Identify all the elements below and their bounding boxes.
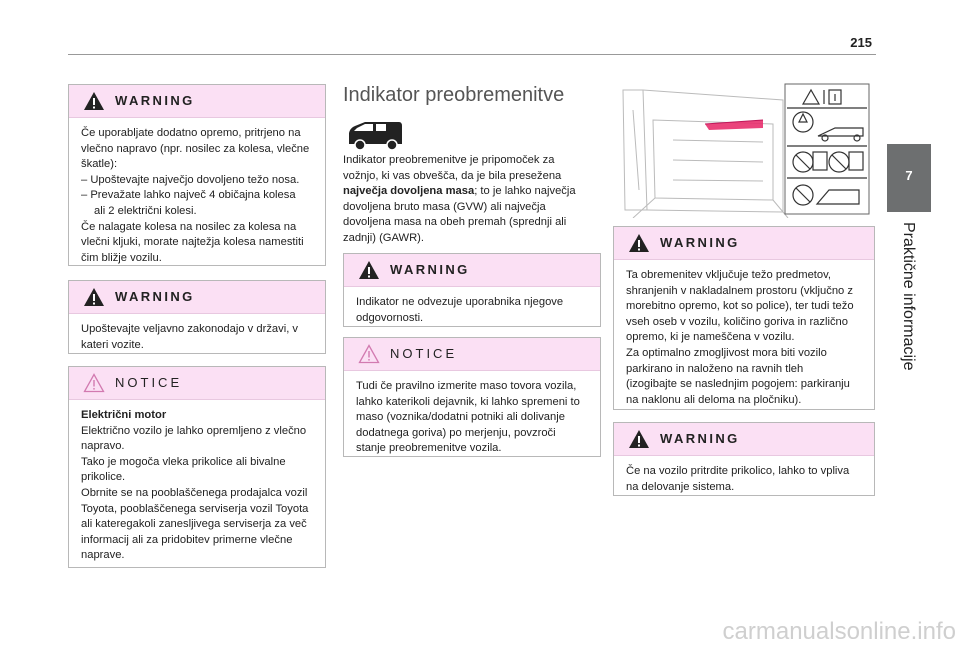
notice-icon — [358, 344, 380, 364]
text-line: ali kateregakoli zanesljivega serviserja za več — [81, 518, 307, 531]
text-line: – Prevažate lahko največ 4 običajna kolesa — [81, 189, 296, 202]
warning-box — [613, 226, 875, 410]
chapter-tab[interactable] — [887, 144, 931, 212]
text-line: Toyota, pooblaščenega serviserja vozil Toyota — [81, 502, 309, 515]
cargo-area-drawing — [623, 90, 788, 218]
text-line: vožnjo, ki vas obvešča, da je bila presežena — [343, 169, 562, 182]
warning-icon — [358, 260, 380, 280]
van-icon — [345, 120, 405, 154]
text-line: napravo. — [81, 440, 125, 453]
text-line: ali 2 električni kolesi. — [94, 204, 197, 217]
notice-box — [343, 337, 601, 457]
watermark: carmanualsonline.info — [722, 618, 956, 645]
top-rule — [68, 54, 876, 55]
text-line: Električno vozilo je lahko opremljeno z vlečno — [81, 424, 307, 437]
text-span: ; to je lahko največja — [474, 185, 576, 198]
warning-icon — [628, 233, 650, 253]
warning-label: WARNING — [660, 235, 740, 250]
panel-frame — [785, 84, 869, 214]
text-line: informacij ali za pridobitev primerne vlečne — [81, 533, 293, 546]
text-line: Obrnite se na pooblaščenega prodajalca vozil — [81, 486, 308, 499]
text-line: zadnji) (GAWR). — [343, 231, 425, 244]
text-line: Za optimalno zmogljivost mora biti vozilo — [626, 346, 827, 359]
cargo-lighting — [705, 120, 763, 130]
page-number: 215 — [850, 35, 872, 50]
text-line: Tudi če pravilno izmerite maso tovora vozila, — [356, 380, 577, 392]
text-line: (izogibajte se naslednjim pogojem: parkiranju — [626, 378, 850, 391]
text-line: – Upoštevajte največjo dovoljeno težo nosa. — [81, 173, 300, 186]
notice-box — [68, 366, 326, 568]
warning-box — [613, 422, 875, 496]
text-line: Če uporabljate dodatno opremo, pritrjeno na — [81, 127, 301, 139]
text-line: Indikator ne odvezuje uporabnika njegove — [356, 296, 564, 308]
text-line: vseh oseb v vozilu, količino goriva in različno — [626, 315, 848, 328]
warning-box — [68, 84, 326, 266]
text-line: stanje preobremenitve vozila. — [356, 442, 502, 455]
warning-header — [69, 85, 325, 118]
text-line: Če nalagate kolesa na nosilec za kolesa na — [81, 220, 297, 233]
notice-header — [344, 338, 600, 371]
text-line: na delovanje sistema. — [626, 480, 735, 493]
warning-label: WARNING — [390, 262, 470, 277]
text-line: shranjenih v nakladalnem prostoru (vključno z — [626, 284, 853, 297]
text-line: dovoljena bruto masa (GVW) ali največja — [343, 200, 546, 213]
text-line: parkirano in naloženo na ravnih tleh — [626, 362, 804, 375]
section-title: Indikator preobremenitve — [343, 84, 565, 106]
text-line: na naklonu ali deloma na pločniku). — [626, 393, 802, 406]
warning-label: WARNING — [115, 289, 195, 304]
text-line: kateri vozite. — [81, 338, 144, 351]
warning-header — [69, 281, 325, 314]
text-line: Če na vozilo pritrdite prikolico, lahko to vpliva — [626, 465, 850, 477]
text-line: prikolice. — [81, 471, 126, 484]
text-line: morebitno opremo, kot so police), ter tudi težo — [626, 300, 854, 313]
text-line: vlečni kljuki, morate najtežja kolesa namestiti — [81, 236, 304, 249]
text-line: lahko katerikoli dejavnik, ki lahko spremeni to — [356, 395, 580, 408]
warning-header — [344, 254, 600, 287]
text-line: Indikator preobremenitve je pripomoček za — [343, 154, 555, 166]
notice-label: NOTICE — [115, 375, 183, 390]
notice-label: NOTICE — [390, 346, 458, 361]
text-line: čim bližje vozilu. — [81, 251, 162, 264]
chapter-title: Praktične informacije — [900, 222, 917, 371]
notice-header — [69, 367, 325, 400]
text-line: Ta obremenitev vključuje težo predmetov, — [626, 269, 831, 281]
text-line: opremo, ki je nameščena v vozilu. — [626, 331, 795, 344]
text-line: maso (voznika/dodatni potniki ali dolivanje — [356, 411, 565, 424]
text-line: Tako je mogoča vleka prikolice ali bivalne — [81, 455, 286, 468]
bold-term: največja dovoljena masa — [343, 185, 475, 198]
text-line: dodatnega goriva) po merjenju, povzroči — [356, 426, 556, 439]
warning-header — [614, 423, 874, 456]
notice-heading: Električni motor — [81, 409, 167, 421]
text-line: dovoljena masa na obeh premah (sprednji ali — [343, 216, 567, 229]
text-line — [343, 184, 598, 200]
warning-box — [68, 280, 326, 354]
text-line: škatle): — [81, 158, 118, 171]
text-line: Upoštevajte veljavno zakonodajo v državi, v — [81, 323, 299, 335]
warning-header — [614, 227, 874, 260]
chapter-number: 7 — [905, 168, 913, 183]
notice-icon — [83, 373, 105, 393]
warning-label: WARNING — [660, 431, 740, 446]
warning-label: WARNING — [115, 93, 195, 108]
warning-box — [343, 253, 601, 327]
intro-text — [343, 153, 598, 247]
text-line: naprave. — [81, 549, 125, 562]
warning-icon — [83, 91, 105, 111]
text-line: vlečno napravo (npr. nosilec za kolesa, vlečne — [81, 142, 310, 155]
cargo-area-illustration — [613, 80, 875, 218]
warning-icon — [628, 429, 650, 449]
text-line: odgovornosti. — [356, 311, 424, 324]
warning-icon — [83, 287, 105, 307]
